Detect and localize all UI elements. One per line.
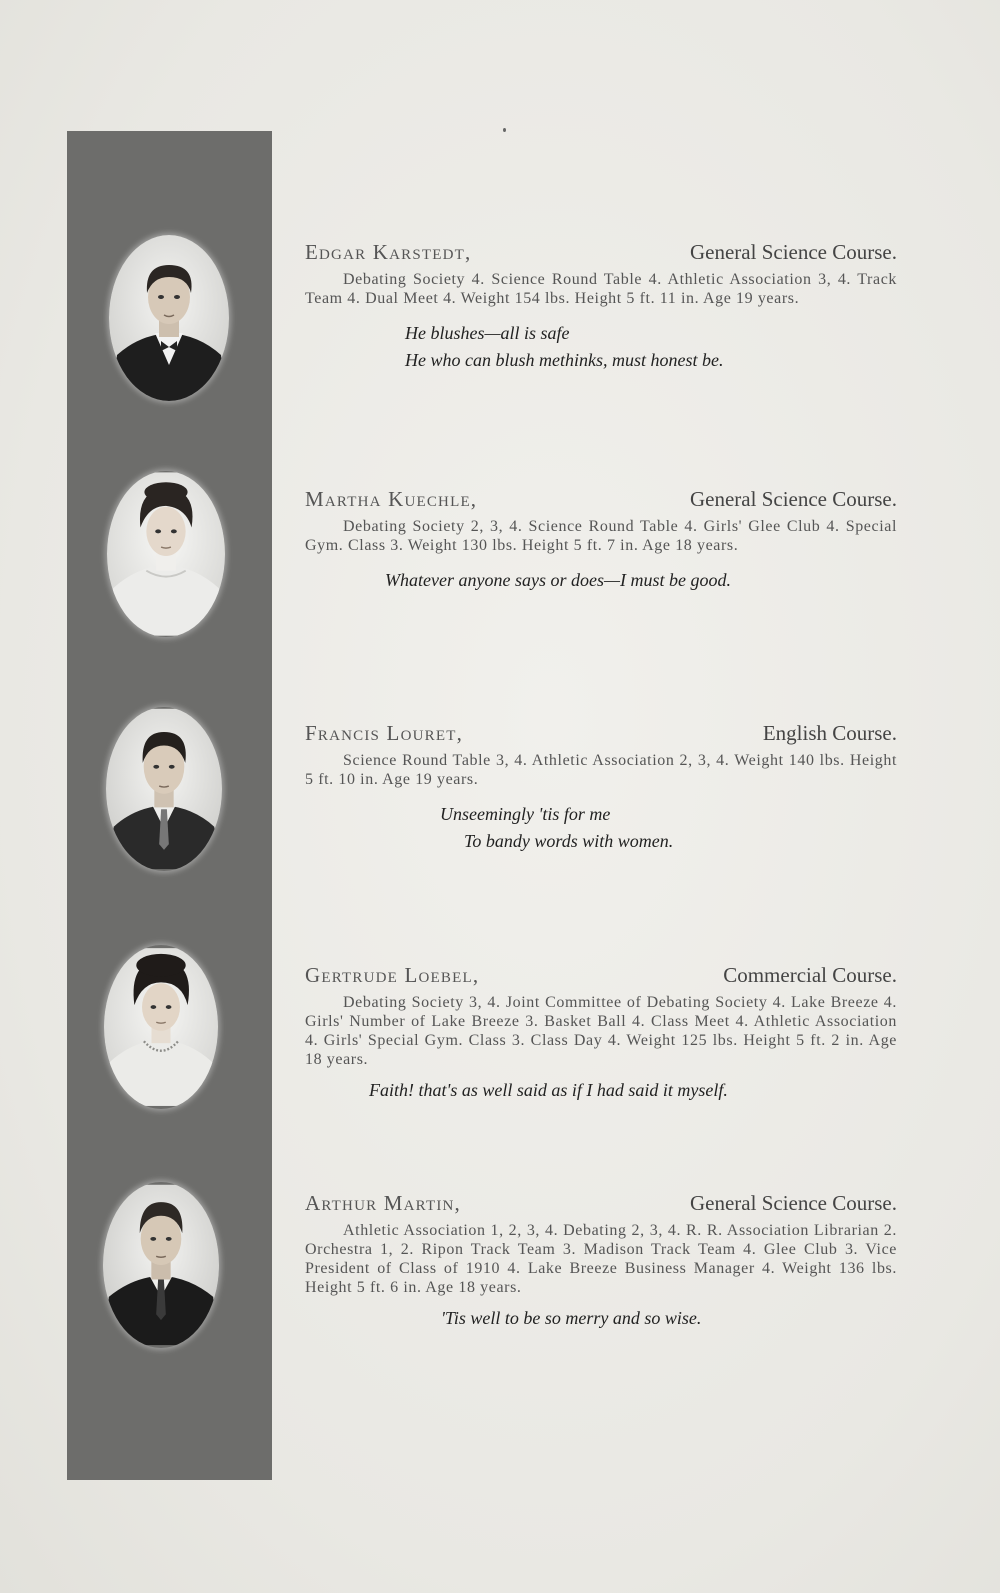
student-course: General Science Course. (690, 487, 897, 511)
student-name: Arthur Martin, (305, 1191, 462, 1215)
student-entry (305, 1191, 897, 1332)
student-name: Edgar Karstedt, (305, 240, 472, 264)
student-course: General Science Course. (690, 1191, 897, 1215)
quote-line: To bandy words with women. (464, 831, 674, 851)
student-details: Debating Society 4. Science Round Table 4. Athletic Association 3, 4. Track Team 4. Dual Meet 4. Weight 154 lbs. Height 5 ft. 11 in. Age 19 years. (305, 271, 897, 307)
entry-header (305, 1191, 897, 1217)
page-speck (503, 128, 506, 132)
entry-header (305, 721, 897, 747)
portrait-edgar-karstedt (109, 235, 229, 401)
portrait-arthur-martin (103, 1182, 219, 1348)
student-name: Gertrude Loebel, (305, 963, 480, 987)
student-entry (305, 721, 897, 855)
student-name: Francis Louret, (305, 721, 464, 745)
portrait-strip (67, 131, 272, 1480)
portrait-gertrude-loebel (104, 945, 218, 1109)
student-details: Science Round Table 3, 4. Athletic Association 2, 3, 4. Weight 140 lbs. Height 5 ft. 10 in. Age 19 years. (305, 752, 897, 788)
student-name: Martha Kuechle, (305, 487, 478, 511)
student-quote (440, 801, 897, 855)
student-details: Debating Society 2, 3, 4. Science Round Table 4. Girls' Glee Club 4. Special Gym. Class 3. Weight 130 lbs. Height 5 ft. 7 in. Age 18 years. (305, 518, 897, 554)
portrait-francis-louret (106, 707, 222, 871)
entry-header (305, 487, 897, 513)
quote-line: Unseemingly 'tis for me (440, 804, 611, 824)
student-entry (305, 963, 897, 1104)
student-course: English Course. (762, 721, 897, 745)
student-quote (441, 1305, 897, 1332)
quote-line: He blushes—all is safe (405, 323, 570, 343)
student-course: General Science Course. (690, 240, 897, 264)
quote-line: He who can blush methinks, must honest be. (405, 350, 724, 370)
student-quote (405, 320, 897, 374)
student-entry (305, 487, 897, 594)
student-details: Debating Society 3, 4. Joint Committee of Debating Society 4. Lake Breeze 4. Girls' Number of Lake Breeze 3. Basket Ball 4. Class Meet 4. Athletic Association 4. Girls' Special Gym. Class 3. Class Day 4. Weight 125 lbs. Height 5 ft. 2 in. Age 18 years. (305, 994, 897, 1068)
student-quote (369, 1077, 897, 1104)
student-course: Commercial Course. (723, 963, 897, 987)
quote-line: Faith! that's as well said as if I had said it myself. (369, 1080, 728, 1100)
student-entry (305, 240, 897, 374)
quote-line: 'Tis well to be so merry and so wise. (441, 1308, 702, 1328)
quote-line: Whatever anyone says or does—I must be good. (385, 570, 731, 590)
student-details: Athletic Association 1, 2, 3, 4. Debating 2, 3, 4. R. R. Association Librarian 2. Orchestra 1, 2. Ripon Track Team 3. Madison Track Team 4. Glee Club 3. Vice President of Class of 1910 4. Lake Breeze Business Manager 4. Weight 136 lbs. Height 5 ft. 6 in. Age 18 years. (305, 1222, 897, 1296)
portrait-martha-kuechle (107, 471, 225, 637)
student-quote (385, 567, 897, 594)
entry-header (305, 240, 897, 266)
entry-header (305, 963, 897, 989)
